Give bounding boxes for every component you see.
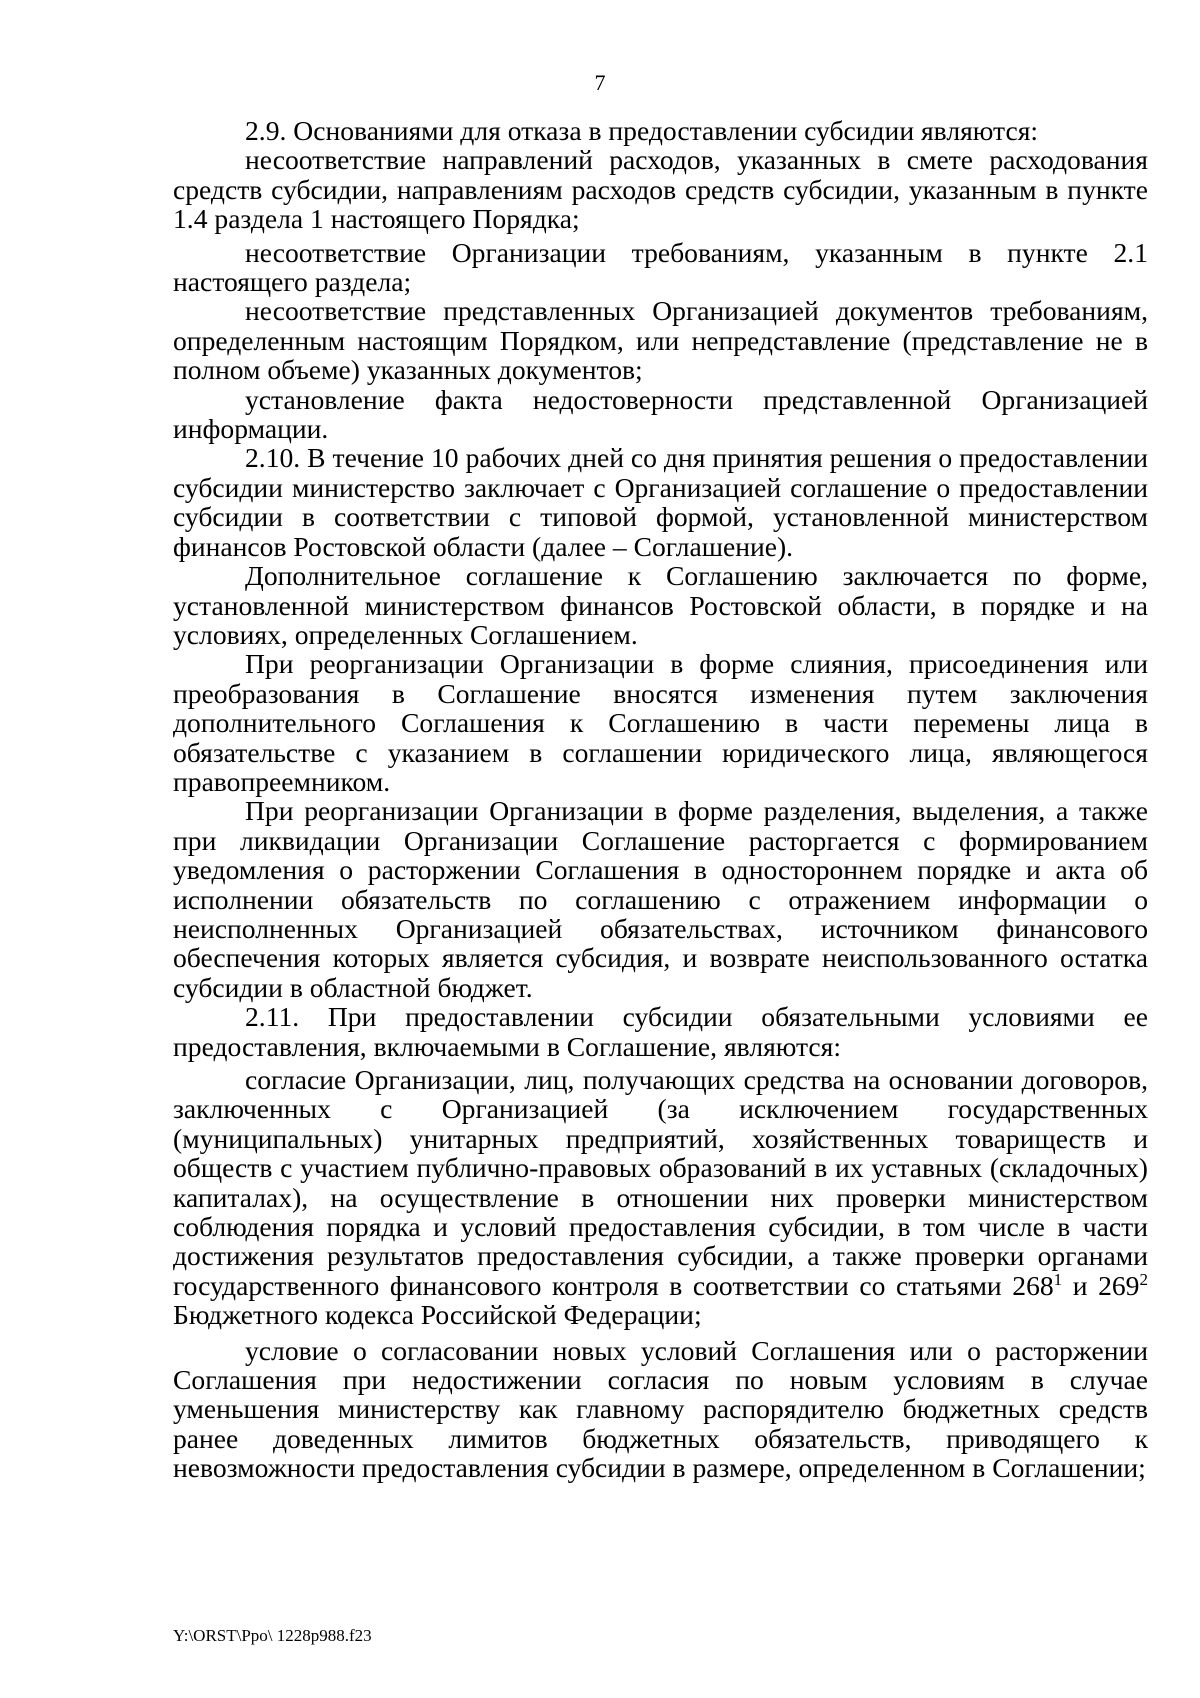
body-text: [173, 116, 1148, 1483]
paragraph: При реорганизации Организации в форме разделения, выделения, а также при ликвидации Организации Соглашение расторгается с формированием уведомления о расторжении Соглашения в одностороннем порядке и акта об исполнении обязательств по соглашению с отражением информации о неисполненных Организацией обязательствах, источником финансового обеспечения которых является субсидия, и возврате неиспользованного остатка субсидии в областной бюджет.: [173, 795, 1148, 1003]
paragraph: 2.9. Основаниями для отказа в предоставлении субсидии являются:: [245, 115, 1039, 146]
file-path-footer: Y:\ORST\Ppo\ 1228p988.f23: [173, 1626, 372, 1645]
paragraph: 2.11. При предоставлении субсидии обязательными условиями ее предоставления, включаемыми в Соглашение, являются:: [173, 1001, 1148, 1062]
paragraph: 2.10. В течение 10 рабочих дней со дня принятия решения о предоставлении субсидии министерство заключает с Организацией соглашение о предоставлении субсидии в соответствии с типовой формой, установленной министерством финансов Ростовской области (далее – Соглашение).: [173, 442, 1148, 562]
paragraph-text: Бюджетного кодекса Российской Федерации;: [173, 1299, 702, 1331]
paragraph: несоответствие представленных Организацией документов требованиям, определенным настоящим Порядком, или непредставление (представление не в полном объеме) указанных документов;: [173, 295, 1148, 386]
paragraph: несоответствие Организации требованиям, указанным в пункте 2.1 настоящего раздела;: [173, 236, 1148, 298]
paragraph-text: согласие Организации, лиц, получающих средства на основании договоров, заключенных с Организацией (за исключением государственных (муниципальных) унитарных предприятий, хозяйственных товариществ и обществ с участием публично-правовых образований в их уставных (складочных) капиталах), на осуществление в отношении них проверки министерством соблюдения порядка и условий предоставления субсидии, в том числе в части достижения результатов предоставления субсидии, а также проверки органами государственного финансового контроля в соответствии со статьями 268: [173, 1064, 1148, 1301]
paragraph: условие о согласовании новых условий Соглашения или о расторжении Соглашения при недостижении согласия по новым условиям в случае уменьшения министерству как главному распорядителю бюджетных средств ранее доведенных лимитов бюджетных обязательств, приводящего к невозможности предоставления субсидии в размере, определенном в Соглашении;: [173, 1334, 1148, 1484]
page-number: 7: [594, 70, 606, 95]
paragraph: При реорганизации Организации в форме слияния, присоединения или преобразования в Соглашение вносятся изменения путем заключения дополнительного Соглашения к Соглашению в части перемены лица в обязательстве с указанием в соглашении юридического лица, являющегося правопреемником.: [173, 648, 1148, 797]
paragraph: установление факта недостоверности представленной Организацией информации.: [173, 383, 1148, 445]
paragraph: Дополнительное соглашение к Соглашению заключается по форме, установленной министерством финансов Ростовской области, в порядке и на условиях, определенных Соглашением.: [173, 560, 1148, 650]
paragraph-text: и 269: [1062, 1269, 1140, 1301]
paragraph-with-footnotes: [173, 1065, 1148, 1330]
paragraph: несоответствие направлений расходов, указанных в смете расходования средств субсидии, направлениям расходов средств субсидии, указанным в пункте 1.4 раздела 1 настоящего Порядка;: [173, 144, 1148, 235]
superscript: 2: [1139, 1269, 1148, 1289]
superscript: 1: [1053, 1269, 1063, 1289]
